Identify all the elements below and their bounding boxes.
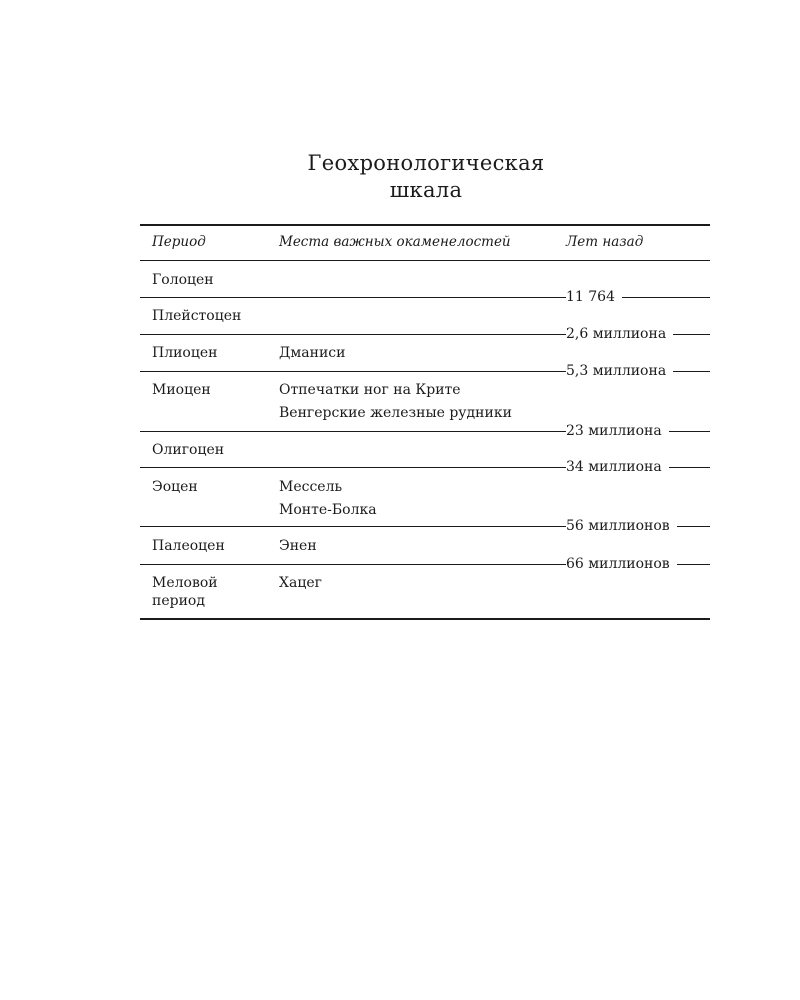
- header-rule: [140, 260, 710, 261]
- fossil-site: Отпечатки ног на Крите: [279, 382, 461, 398]
- boundary-date: 34 миллиона: [566, 458, 669, 476]
- boundary-date: 2,6 миллиона: [566, 325, 673, 343]
- table-top-rule: [140, 224, 710, 226]
- period-paleocene: Палеоцен: [152, 538, 225, 554]
- fossil-site: Монте-Болка: [279, 502, 377, 518]
- boundary-date: 66 миллионов: [566, 555, 677, 573]
- boundary-date: 23 миллиона: [566, 422, 669, 440]
- row-divider: [140, 467, 555, 468]
- boundary-date: 56 миллионов: [566, 517, 677, 535]
- boundary-date: 5,3 миллиона: [566, 362, 673, 380]
- boundary-date: 11 764: [566, 288, 622, 306]
- fossil-site: Энен: [279, 538, 317, 554]
- header-period: Период: [152, 234, 206, 250]
- period-holocene: Голоцен: [152, 272, 214, 288]
- fossil-site: Дманиси: [279, 345, 346, 361]
- page-title: [0, 150, 800, 204]
- header-years: Лет назад: [566, 234, 644, 250]
- row-divider: [140, 334, 555, 335]
- fossil-site: Венгерские железные рудники: [279, 405, 512, 421]
- geochronological-table: [140, 224, 710, 619]
- period-oligocene: Олигоцен: [152, 442, 225, 458]
- period-pliocene: Плиоцен: [152, 345, 218, 361]
- period-cretaceous: Меловой период: [152, 575, 218, 609]
- row-divider: [140, 526, 555, 527]
- period-eocene: Эоцен: [152, 479, 198, 495]
- fossil-site: Мессель: [279, 479, 343, 495]
- header-fossils: Места важных окаменелостей: [279, 234, 511, 250]
- row-divider: [140, 297, 555, 298]
- row-divider: [140, 371, 555, 372]
- fossil-site: Хацег: [279, 575, 322, 591]
- period-miocene: Миоцен: [152, 382, 211, 398]
- row-divider: [140, 564, 555, 565]
- title-line-1: Геохронологическая: [307, 151, 545, 175]
- title-line-2: шкала: [389, 178, 463, 202]
- period-pleistocene: Плейстоцен: [152, 308, 242, 324]
- row-divider: [140, 431, 555, 432]
- table-bottom-rule: [140, 618, 710, 620]
